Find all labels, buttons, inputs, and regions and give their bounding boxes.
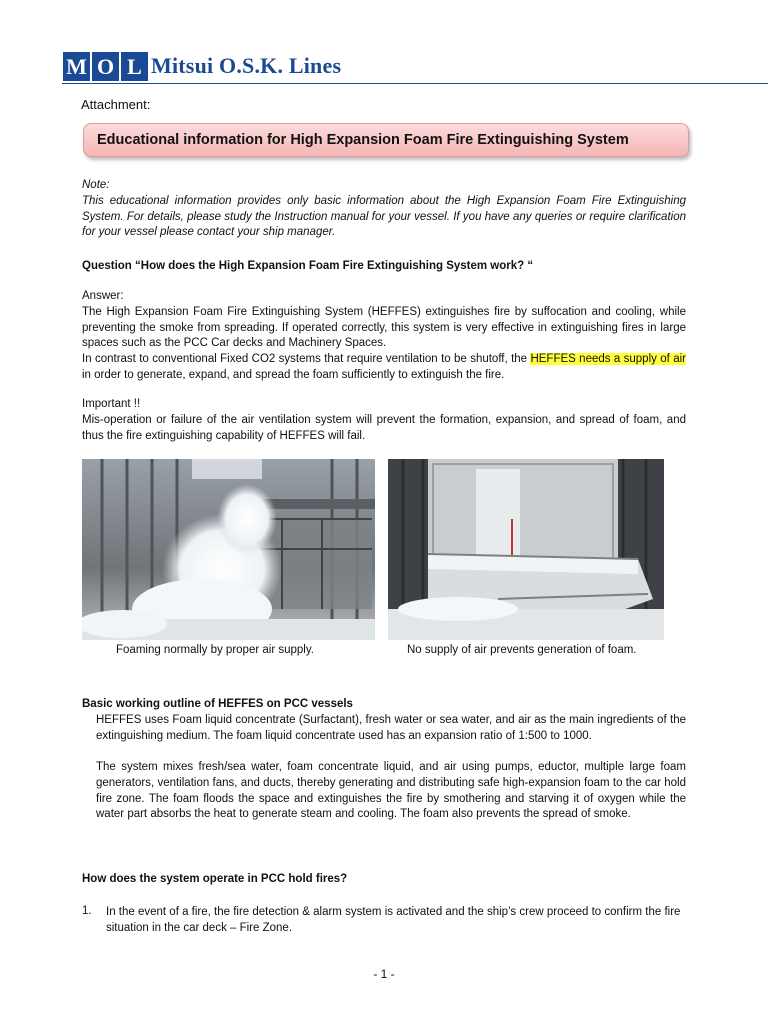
list-item-text: In the event of a fire, the fire detection & alarm system is activated and the ship’s crew proceed to confirm the fire situation in the car deck – Fire Zone. xyxy=(106,906,681,934)
caption-no-air-supply: No supply of air prevents generation of foam. xyxy=(407,644,637,656)
important-section xyxy=(82,397,686,444)
document-title-box xyxy=(83,123,689,157)
answer-paragraph-2 xyxy=(82,352,686,384)
question-heading: Question “How does the High Expansion Foam Fire Extinguishing System work? “ xyxy=(82,260,534,272)
answer-section xyxy=(82,289,686,384)
header-divider xyxy=(62,83,768,84)
photo-foaming-normally xyxy=(82,459,375,640)
note-section xyxy=(82,178,686,241)
answer-p2-highlight: HEFFES needs a supply of air xyxy=(530,353,686,366)
hold-fire-question: How does the system operate in PCC hold fires? xyxy=(82,873,348,885)
logo-letter-m: M xyxy=(63,52,90,81)
note-text: This educational information provides only basic information about the High Expansion Foam Fire Extinguishing System. For details, please study the Instruction manual for your vessel. If you have any queries or require clarification for your vessel please contact your ship manager. xyxy=(82,194,686,239)
caption-foaming-normally: Foaming normally by proper air supply. xyxy=(116,644,314,656)
note-label: Note: xyxy=(82,179,110,191)
basic-outline-paragraph-2: The system mixes fresh/sea water, foam concentrate liquid, and air using pumps, eductor, multiple large foam generators, ventilation fans, and ducts, thereby generating and distributing safe high-expansion foam to the car hold fire zone. The foam floods the space and extinguishes the fire by smothering and starving it of oxygen while the water part absorbs the heat to generate steam and cooling. The foam also prevents the spread of smoke. xyxy=(96,761,686,821)
answer-paragraph-1: The High Expansion Foam Fire Extinguishing System (HEFFES) extinguishes fire by suffocation and cooling, while preventing the smoke from spreading. If operated correctly, this system is very effective in extinguishing fires in large spaces such as the PCC Car decks and Machinery Spaces. xyxy=(82,305,686,350)
page-number: - 1 - xyxy=(373,967,395,981)
logo-letter-l: L xyxy=(121,52,148,81)
logo-letter-o: O xyxy=(92,52,119,81)
basic-outline-paragraph-1: HEFFES uses Foam liquid concentrate (Surfactant), fresh water or sea water, and air as the main ingredients of the extinguishing medium. The foam liquid concentrate used has an expansion ratio of 1:500 to 1000. xyxy=(96,714,686,742)
important-label: Important !! xyxy=(82,398,141,410)
important-text: Mis-operation or failure of the air ventilation system will prevent the formation, expansion, and spread of foam, and thus the fire extinguishing capability of HEFFES will fail. xyxy=(82,413,686,442)
answer-p2-after: in order to generate, expand, and spread the foam sufficiently to extinguish the fire. xyxy=(82,368,505,381)
answer-p2-before: In contrast to conventional Fixed CO2 systems that require ventilation to be shutoff, the xyxy=(82,353,531,366)
brand-name: Mitsui O.S.K. Lines xyxy=(151,53,342,78)
photo-no-air-supply xyxy=(388,459,664,640)
basic-outline-heading: Basic working outline of HEFFES on PCC vessels xyxy=(82,698,353,710)
list-item-number: 1. xyxy=(82,905,92,917)
answer-label: Answer: xyxy=(82,290,124,302)
document-title: Educational information for High Expansion Foam Fire Extinguishing System xyxy=(97,132,629,148)
attachment-label: Attachment: xyxy=(81,97,151,112)
